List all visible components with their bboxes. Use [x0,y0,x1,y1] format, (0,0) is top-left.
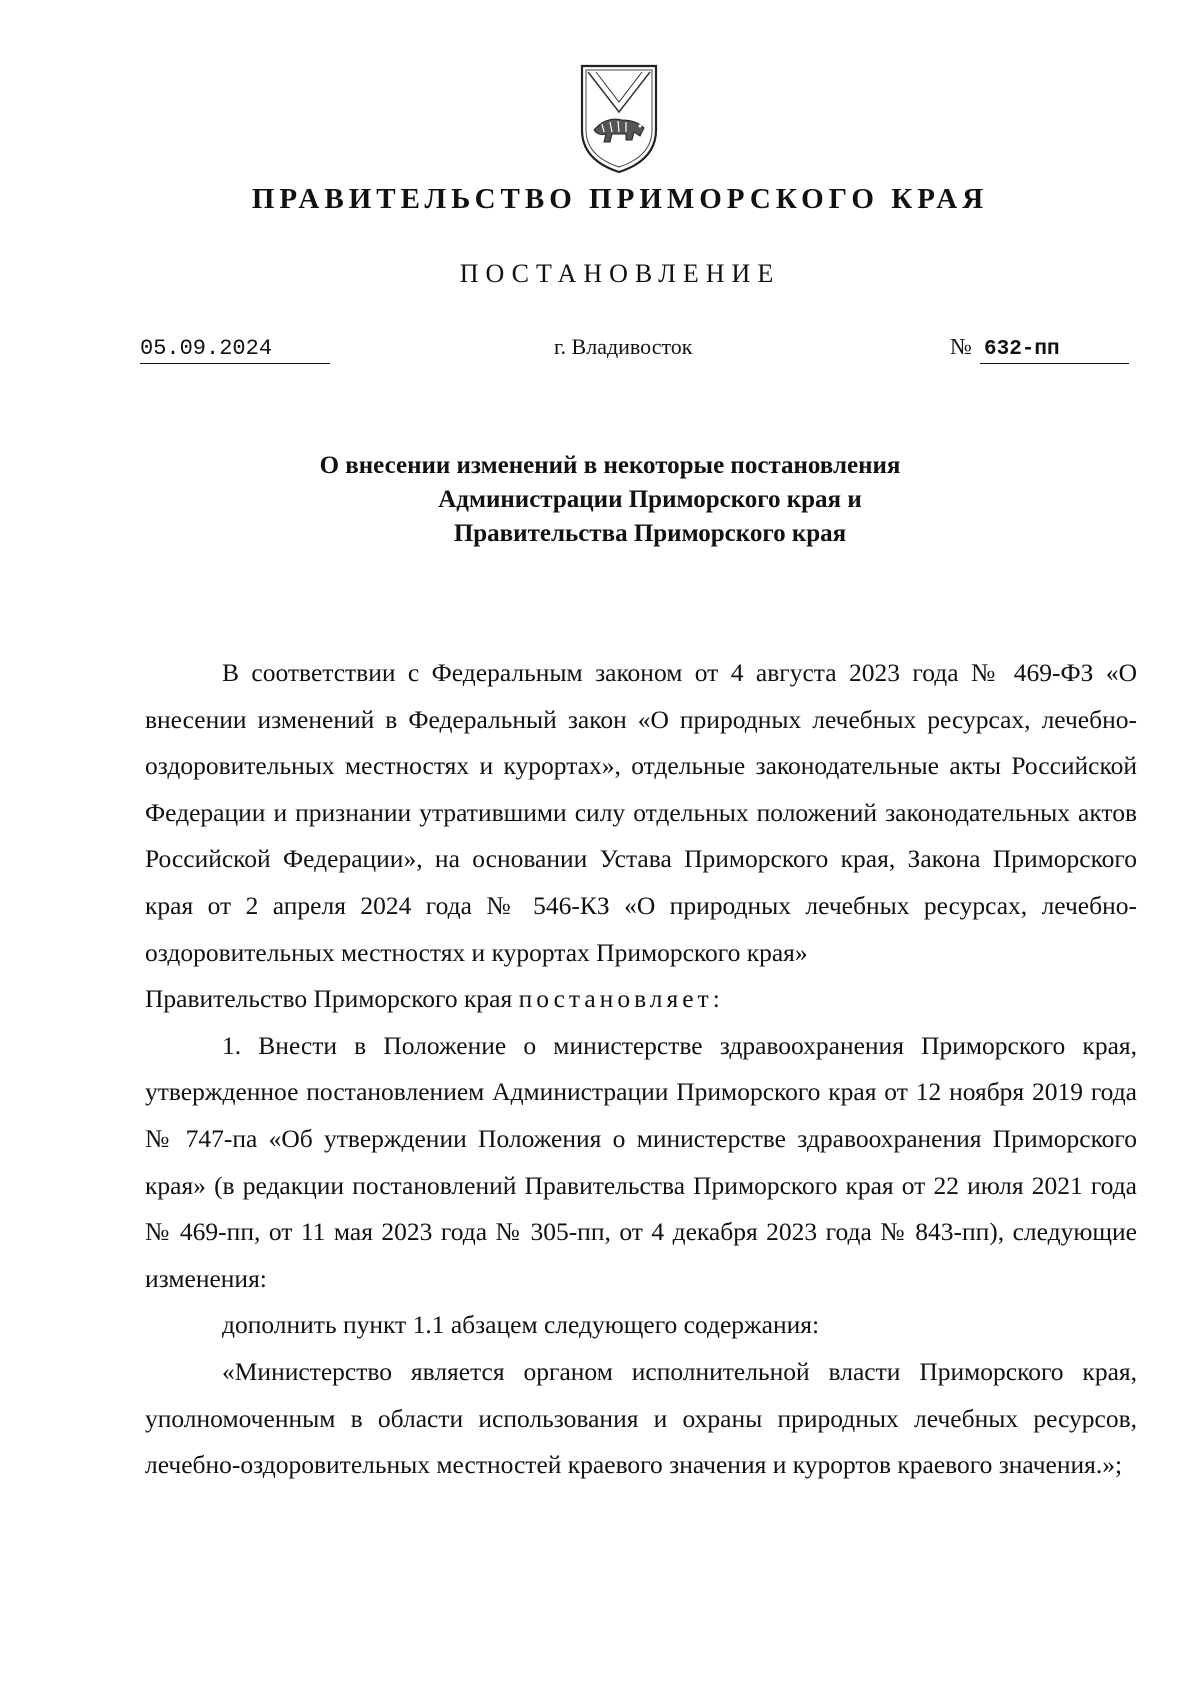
document-subject [250,449,1010,551]
paragraph-1-tail-text: Правительство Приморского края [145,984,513,1014]
subject-line-3: Правительства Приморского края [453,520,847,547]
body-paragraph-1 [145,650,1137,976]
body-paragraph-1-tail [145,976,1137,1023]
body-paragraph-4: «Министерство является органом исполнительной власти Приморского края, уполномоченным в области использования и охраны природных лечебных ресурсов, лечебно-оздоровительных местностей краевого значения и курортов краевого значения.»; [145,1356,1137,1480]
body-paragraph-2: 1. Внести в Положение о министерстве здравоохранения Приморского края, утвержденное постановлением Администрации Приморского края от 12 ноября 2019 года № 747-па «Об утверждении Положения о министерстве здравоохранения Приморского края» (в редакции постановлений Правительства Приморского края от 22 июля 2021 года № 469-пп, от 11 мая 2023 года № 305-пп, от 4 декабря 2023 года № 843-пп), следующие изменения: [145,1030,1137,1293]
resolves-word: постановляет: [518,984,724,1014]
document-number: 632-пп [980,338,1129,364]
document-date: 05.09.2024 [140,336,330,364]
paragraph-1-text: В соответствии с Федеральным законом от 4 августа 2023 года № 469-ФЗ «О внесении изменений в Федеральный закон «О природных лечебных ресурсах, лечебно-оздоровительных местностях и курортах», отдельные законодательные акты Российской Федерации и признании утратившими силу отдельных положений законодательных актов Российской Федерации», на основании Устава Приморского края, Закона Приморского края от 2 апреля 2024 года № 546-КЗ «О природных лечебных ресурсах, лечебно-оздоровительных местностях и курортах Приморского края» [145,658,1137,967]
document-city: г. Владивосток [554,334,693,359]
subject-line-1: О внесении изменений в некоторые постановления [319,452,901,479]
government-title: ПРАВИТЕЛЬСТВО ПРИМОРСКОГО КРАЯ [251,183,989,215]
document-body [145,650,1137,1489]
document-type: ПОСТАНОВЛЕНИЕ [459,259,781,288]
body-paragraph-3: дополнить пункт 1.1 абзацем следующего содержания: [222,1310,820,1340]
subject-line-2: Администрации Приморского края и [438,486,862,513]
document-number-label: № [950,334,972,359]
coat-of-arms-icon [576,60,662,178]
